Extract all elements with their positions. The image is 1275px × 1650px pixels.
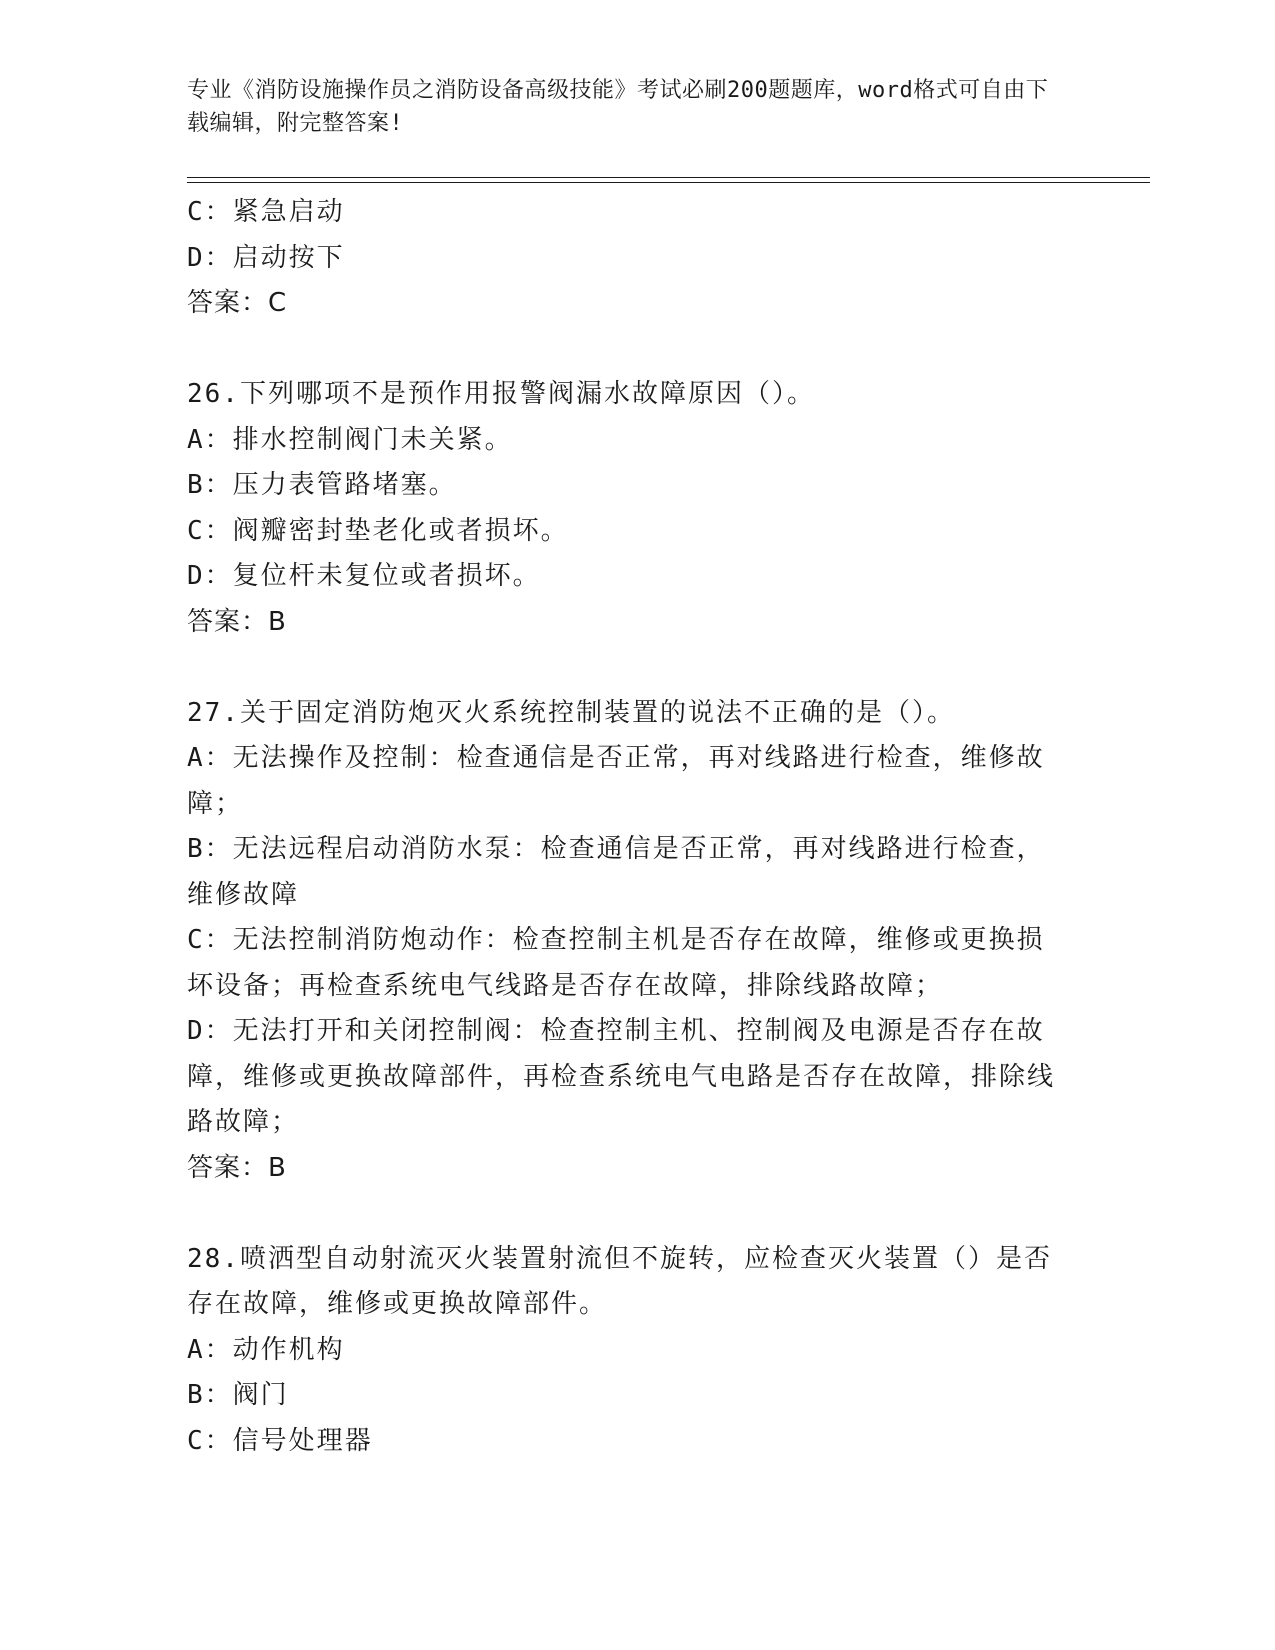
question-text: 28.喷洒型自动射流灭火装置射流但不旋转，应检查灭火装置（）是否存在故障，维修或更换故障部件。 bbox=[187, 1243, 1052, 1319]
question-block-28 bbox=[187, 1237, 1067, 1465]
question-text: 26.下列哪项不是预作用报警阀漏水故障原因（）。 bbox=[187, 379, 815, 409]
answer-line: 答案：B bbox=[187, 1152, 287, 1183]
header-divider-top bbox=[187, 177, 1150, 178]
spacer bbox=[187, 327, 1067, 373]
option-b: B：无法远程启动消防水泵：检查通信是否正常，再对线路进行检查，维修故障 bbox=[187, 834, 1045, 910]
answer-line: 答案：C bbox=[187, 288, 288, 318]
spacer bbox=[187, 645, 1067, 691]
question-block-prev bbox=[187, 190, 1067, 327]
header-divider-bottom bbox=[187, 182, 1150, 183]
option-d: D：无法打开和关闭控制阀：检查控制主机、控制阀及电源是否存在故障，维修或更换故障部件，再检查系统电气电路是否存在故障，排除线路故障； bbox=[187, 1016, 1056, 1137]
option-a: A：无法操作及控制：检查通信是否正常，再对线路进行检查，维修故障； bbox=[187, 743, 1045, 819]
option-d: D：复位杆未复位或者损坏。 bbox=[187, 561, 541, 591]
document-header bbox=[187, 74, 1067, 140]
option-c: C：紧急启动 bbox=[187, 197, 345, 227]
spacer bbox=[187, 1191, 1067, 1237]
answer-line: 答案：B bbox=[187, 606, 287, 637]
question-block-26 bbox=[187, 372, 1067, 645]
option-b: B：阀门 bbox=[187, 1380, 289, 1410]
option-c: C：无法控制消防炮动作：检查控制主机是否存在故障，维修或更换损坏设备；再检查系统电气线路是否存在故障，排除线路故障； bbox=[187, 925, 1045, 1001]
question-text: 27.关于固定消防炮灭火系统控制装置的说法不正确的是（）。 bbox=[187, 697, 955, 728]
option-a: A：排水控制阀门未关紧。 bbox=[187, 424, 513, 455]
option-a: A：动作机构 bbox=[187, 1334, 345, 1365]
header-text: 专业《消防设施操作员之消防设备高级技能》考试必刷200题题库，word格式可自由下载编辑，附完整答案! bbox=[187, 78, 1049, 136]
question-block-27 bbox=[187, 691, 1067, 1192]
option-c: C：信号处理器 bbox=[187, 1425, 373, 1456]
option-b: B：压力表管路堵塞。 bbox=[187, 470, 457, 500]
option-d: D：启动按下 bbox=[187, 242, 345, 273]
option-c: C：阀瓣密封垫老化或者损坏。 bbox=[187, 515, 569, 546]
document-body bbox=[187, 190, 1067, 1464]
